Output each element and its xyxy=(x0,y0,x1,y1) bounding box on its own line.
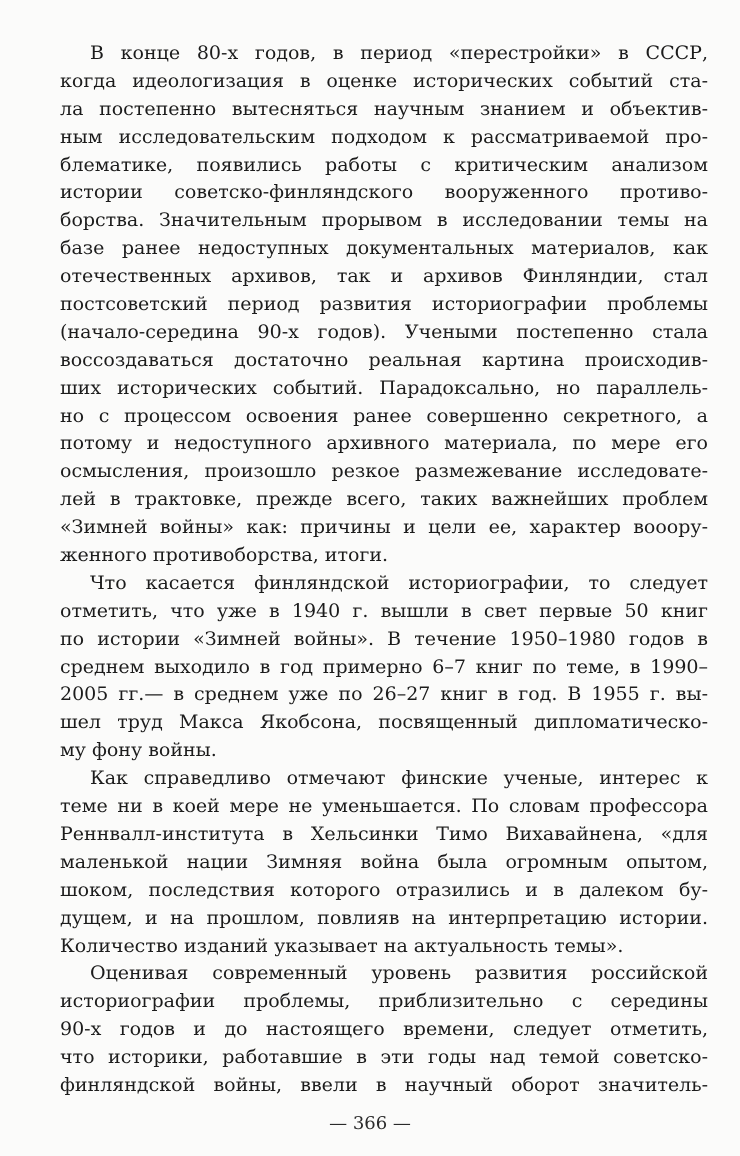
text-line: базе ранее недоступных документальных материалов, как xyxy=(60,237,708,260)
text-line: му фону войны. xyxy=(60,739,217,762)
text-line: отметить, что уже в 1940 г. вышли в свет первые 50 книг xyxy=(60,599,708,622)
text-line: борства. Значительным прорывом в исследовании темы на xyxy=(60,209,708,232)
text-line: среднем выходило в год примерно 6–7 книг по теме, в 1990– xyxy=(60,655,708,678)
text-line: ла постепенно вытесняться научным знанием и объектив- xyxy=(60,97,708,120)
text-line: постсоветский период развития историографии проблемы xyxy=(60,293,708,316)
text-line: Реннвалл-института в Хельсинки Тимо Вихавайнена, «для xyxy=(60,822,708,845)
text-line: ным исследовательским подходом к рассматриваемой про- xyxy=(60,125,708,148)
text-line: дущем, и на прошлом, повлияв на интерпретацию истории. xyxy=(60,906,708,929)
text-line: истории советско-финляндского вооруженного противо- xyxy=(60,181,708,204)
text-line: Оценивая современный уровень развития российской xyxy=(90,962,708,985)
text-line: что историки, работавшие в эти годы над темой советско- xyxy=(60,1046,708,1069)
text-line: лей в трактовке, прежде всего, таких важнейших проблем xyxy=(60,488,708,511)
text-line: шоком, последствия которого отразились и в далеком бу- xyxy=(60,878,708,901)
text-line: воссоздаваться достаточно реальная картина происходив- xyxy=(60,348,708,371)
text-line: Как справедливо отмечают финские ученые, интерес к xyxy=(90,767,708,790)
text-line: потому и недоступного архивного материала, по мере его xyxy=(60,432,708,455)
text-line: «Зимней войны» как: причины и цели ее, характер вооору- xyxy=(60,516,708,539)
page-number: — 366 — xyxy=(329,1113,411,1134)
text-line: когда идеологизация в оценке исторических событий ста- xyxy=(60,69,708,92)
text-line: Что касается финляндской историографии, то следует xyxy=(90,571,708,594)
text-line: (начало-середина 90-х годов). Учеными постепенно стала xyxy=(60,320,708,343)
text-line: 2005 гг.— в среднем уже по 26–27 книг в год. В 1955 г. вы- xyxy=(60,683,708,706)
paragraph-3 xyxy=(60,765,708,960)
text-line: отечественных архивов, так и архивов Финляндии, стал xyxy=(60,265,708,288)
text-line: но с процессом освоения ранее совершенно секретного, а xyxy=(60,404,708,427)
body-text xyxy=(60,40,708,1100)
text-line: женного противоборства, итоги. xyxy=(60,544,389,567)
text-line: Количество изданий указывает на актуальность темы». xyxy=(60,934,624,957)
text-line: маленькой нации Зимняя война была огромным опытом, xyxy=(60,850,708,873)
text-line: по истории «Зимней войны». В течение 1950–1980 годов в xyxy=(60,627,708,650)
text-line: шел труд Макса Якобсона, посвященный дипломатическо- xyxy=(60,711,708,734)
text-line: ших исторических событий. Парадоксально, но параллель- xyxy=(60,376,708,399)
text-line: финляндской войны, ввели в научный оборот значитель- xyxy=(60,1073,708,1096)
paragraph-2 xyxy=(60,570,708,765)
text-line: блематике, появились работы с критическим анализом xyxy=(60,153,708,176)
paragraph-1 xyxy=(60,40,708,570)
text-line: осмысления, произошло резкое размежевание исследовате- xyxy=(60,460,708,483)
text-line: В конце 80-х годов, в период «перестройки» в СССР, xyxy=(90,42,708,64)
paragraph-4 xyxy=(60,960,708,1099)
text-line: историографии проблемы, приблизительно с середины xyxy=(60,990,708,1013)
text-line: 90-х годов и до настоящего времени, следует отметить, xyxy=(60,1018,708,1041)
text-line: теме ни в коей мере не уменьшается. По словам профессора xyxy=(60,795,708,818)
